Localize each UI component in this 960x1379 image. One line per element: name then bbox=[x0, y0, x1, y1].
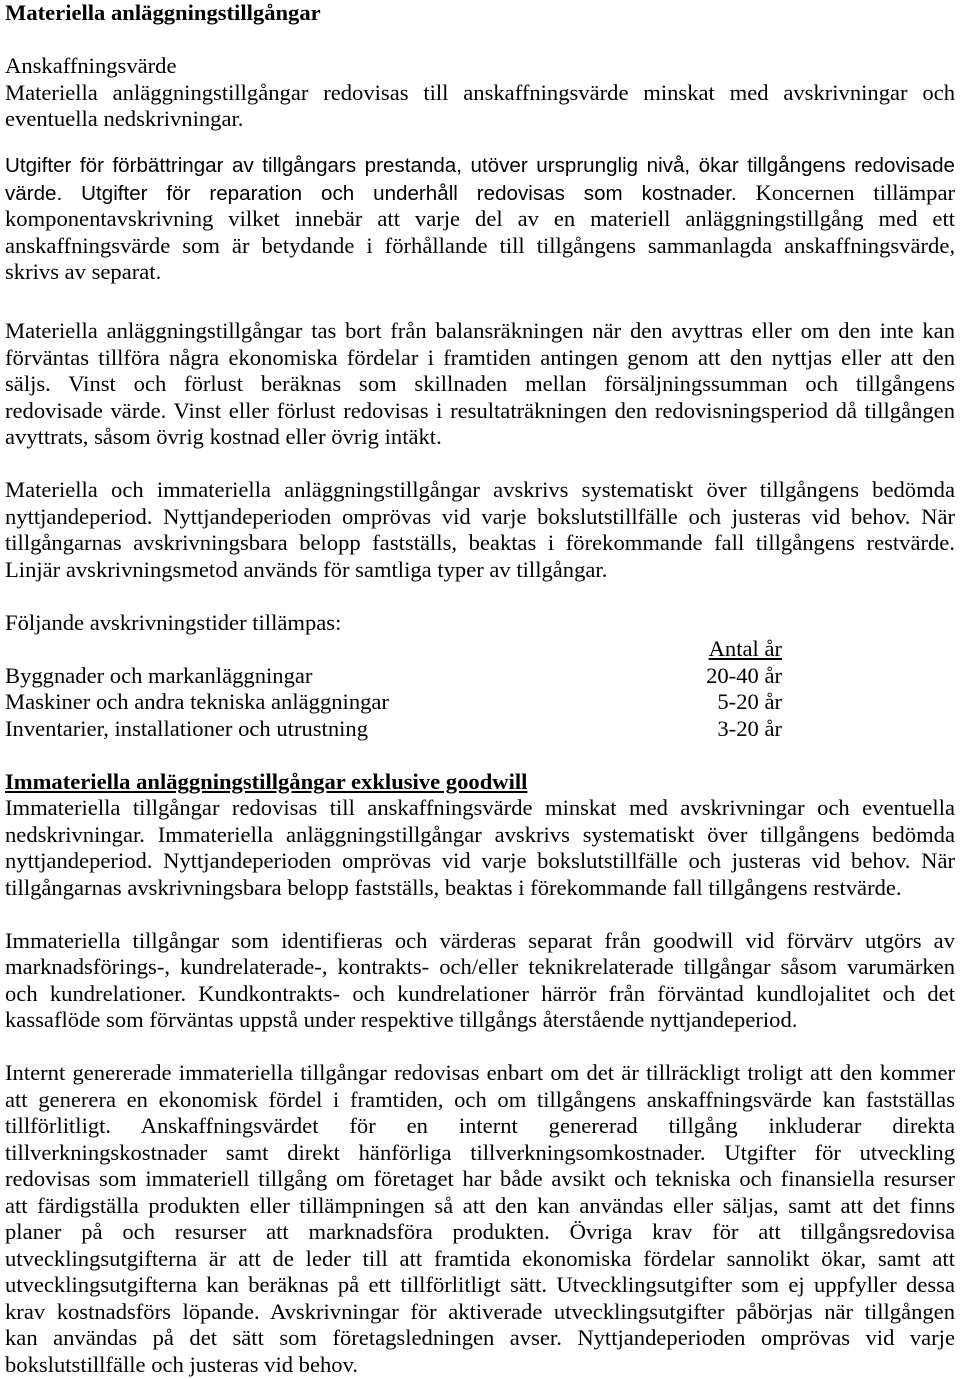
paragraph-intangible-acquired bbox=[5, 928, 955, 1034]
table-row-label: Inventarier, installationer och utrustning bbox=[5, 715, 369, 741]
spacer bbox=[5, 1034, 955, 1061]
text-line: Internt genererade immateriella tillgångar redovisas enbart om det är tillräckligt troligt att den kommer bbox=[5, 1060, 955, 1085]
table-row-label: Maskiner och andra tekniska anläggningar bbox=[5, 689, 389, 714]
text-line: tillförlitligt. Anskaffningsvärdet för en internt genererad tillgång inkluderar direkta bbox=[5, 1113, 955, 1138]
text-line: eventuella nedskrivningar. bbox=[5, 106, 244, 131]
text-line: Materiella anläggningstillgångar tas bort från balansräkningen när den avyttras eller om den inte kan bbox=[5, 318, 955, 343]
text-line: tillgångarnas avskrivningsbara belopp fastställs, beaktas i förekommande fall tillgångens restvärde. bbox=[5, 874, 902, 900]
spacer bbox=[5, 451, 955, 478]
text-line: nyttjandeperiod. Nyttjandeperioden omprövas vid varje bokslutstillfälle och justeras vid behov. När bbox=[5, 503, 955, 529]
table-row bbox=[5, 716, 955, 743]
text-line: anskaffningsvärde som är betydande i förhållande till tillgångens sammanlagda anskaffningsvärde, bbox=[5, 232, 955, 258]
spacer bbox=[5, 742, 955, 769]
text-line: Immateriella tillgångar som identifieras och värderas separat från goodwill vid förvärv utgörs av bbox=[5, 927, 955, 953]
spacer bbox=[5, 286, 955, 319]
text-line: komponentavskrivning vilket innebär att varje del av en materiell anläggningstillgång med ett bbox=[5, 206, 955, 231]
text-line: redovisade värde. Vinst eller förlust redovisas i resultaträkningen den redovisningsperiod då tillgången bbox=[5, 397, 955, 423]
text-line: tillgångarnas avskrivningsbara belopp fastställs, beaktas i förekommande fall tillgångens restvärde. bbox=[5, 530, 955, 555]
text-line: kan användas på det sätt som företagsledningen avser. Nyttjandeperioden omprövas vid varje bbox=[5, 1325, 955, 1350]
table-row-value: 20-40 år bbox=[706, 662, 782, 688]
paragraph-intangible-internal bbox=[5, 1060, 955, 1378]
text-line: avyttrats, såsom övrig kostnad eller övrig intäkt. bbox=[5, 424, 442, 449]
table-row bbox=[5, 663, 955, 690]
text-line: tillverkningskostnader samt direkt hänförliga tillverkningsomkostnader. Utgifter för utveckling bbox=[5, 1139, 955, 1165]
section-heading-intangible: Immateriella anläggningstillgångar exklusive goodwill bbox=[5, 768, 528, 794]
text-line: Materiella och immateriella anläggningstillgångar avskrivs systematiskt över tillgångens bedömda bbox=[5, 477, 955, 502]
text-line: utvecklingsutgifterna kan beräknas på ett tillförlitligt sätt. Utvecklingsutgifter som ej uppfyller dessa bbox=[5, 1272, 955, 1297]
text-line: bokslutstillfälle och justeras vid behov. bbox=[5, 1351, 359, 1377]
text-line: marknadsförings-, kundrelaterade-, kontrakts- och/eller teknikrelaterade tillgångar såsom varumärken bbox=[5, 954, 955, 979]
table-row-label: Byggnader och markanläggningar bbox=[5, 662, 313, 688]
text-line: Immateriella tillgångar redovisas till anskaffningsvärde minskat med avskrivningar och eventuella bbox=[5, 795, 955, 820]
text-line: nyttjandeperiod. Nyttjandeperioden omprövas vid varje bokslutstillfälle och justeras vid behov. När bbox=[5, 848, 955, 873]
paragraph-tangible-derecognition bbox=[5, 318, 955, 451]
spacer bbox=[5, 901, 955, 928]
paragraph-intangible-recognition bbox=[5, 795, 955, 901]
text-segment-serif: Koncernen tillämpar bbox=[755, 179, 955, 205]
text-line: krav kostnadsförs löpande. Avskrivningar för aktiverade utvecklingsutgifter påbörjas när tillgången bbox=[5, 1298, 955, 1324]
table-header-row bbox=[5, 636, 955, 663]
text-line: redovisas som immateriell tillgång om företaget har både avsikt och tekniska och finansiella resurser bbox=[5, 1166, 955, 1191]
text-segment-sans: värde. Utgifter för reparation och underhåll redovisas som kostnader. bbox=[5, 181, 737, 205]
table-column-header: Antal år bbox=[708, 636, 782, 661]
text-line: att färdigställa produkten eller tillämpningen så att den kan användas eller säljas, samt att det finns bbox=[5, 1192, 955, 1218]
text-line bbox=[5, 180, 955, 207]
text-line: Linjär avskrivningsmetod används för samtliga typer av tillgångar. bbox=[5, 556, 608, 582]
spacer bbox=[5, 27, 955, 54]
text-line: förväntas tillföra några ekonomiska fördelar i framtiden antingen genom att den nyttjas eller att den bbox=[5, 344, 955, 370]
paragraph-tangible-depreciation bbox=[5, 477, 955, 583]
text-line: utvecklingsutgifterna är att de leder till att framtida ekonomiska fördelar sannolikt ökar, samt att bbox=[5, 1245, 955, 1271]
text-line: Utgifter för förbättringar av tillgångars prestanda, utöver ursprunglig nivå, ökar tillgångens redovisade bbox=[5, 154, 955, 177]
text-line: och kundrelationer. Kundkontrakts- och kundrelationer härrör från förväntad kundlojalitet och det bbox=[5, 980, 955, 1006]
text-line: säljs. Vinst och förlust beräknas som skillnaden mellan försäljningssumman och tillgångens bbox=[5, 371, 955, 396]
text-line: att generera en ekonomisk fördel i framtiden, och om tillgångens anskaffningsvärde kan fastställas bbox=[5, 1086, 955, 1112]
text-line: skrivs av separat. bbox=[5, 259, 162, 284]
page-title: Materiella anläggningstillgångar bbox=[5, 0, 321, 25]
paragraph-tangible-recognition bbox=[5, 80, 955, 133]
text-line: planer på och resurser att marknadsföra produkten. Övriga krav för att tillgångsredovisa bbox=[5, 1219, 955, 1244]
table-row bbox=[5, 689, 955, 716]
text-line: kassaflöde som förväntas uppstå under respektive tillgångs återstående nyttjandeperiod. bbox=[5, 1007, 798, 1032]
depreciation-table-intro: Följande avskrivningstider tillämpas: bbox=[5, 609, 342, 635]
table-row-value: 3-20 år bbox=[717, 715, 782, 741]
text-line: nedskrivningar. Immateriella anläggningstillgångar avskrivs systematiskt över tillgångens bedömda bbox=[5, 821, 955, 847]
depreciation-table bbox=[5, 636, 955, 742]
subheading-acquisition-value: Anskaffningsvärde bbox=[5, 53, 177, 78]
spacer bbox=[5, 583, 955, 610]
table-row-value: 5-20 år bbox=[717, 689, 782, 714]
text-line: Materiella anläggningstillgångar redovisas till anskaffningsvärde minskat med avskrivningar och bbox=[5, 79, 955, 105]
paragraph-tangible-improvements bbox=[5, 153, 955, 286]
spacer bbox=[5, 133, 955, 154]
